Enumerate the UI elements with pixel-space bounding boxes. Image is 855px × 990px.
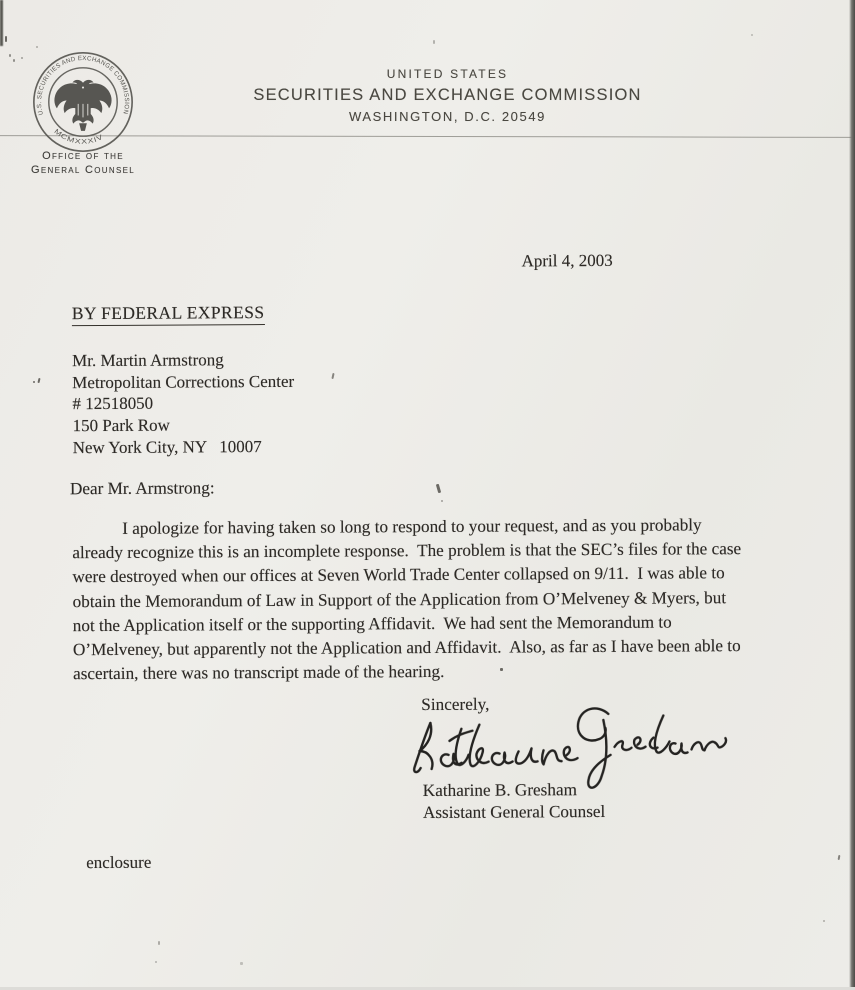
signer-typed-name: Katharine B. Gresham [422, 780, 578, 801]
closing: Sincerely, [421, 694, 490, 715]
recipient-address-block [72, 349, 295, 459]
body-line: ascertain, there was no transcript made of the hearing. [72, 662, 445, 684]
recipient-inmate-number: # 12518050 [72, 394, 154, 414]
office-line-1: Office of the [42, 150, 124, 162]
body-line: already recognize this is an incomplete response. The problem is that the SEC’s files for the case [72, 539, 742, 563]
body-line: O’Melveney, but apparently not the Application and Affidavit. Also, as far as I have been able to [72, 636, 741, 660]
recipient-street: 150 Park Row [72, 415, 170, 436]
body-line: obtain the Memorandum of Law in Support of the Application from O’Melveney & Myers, but [72, 587, 727, 611]
letterhead-address: WASHINGTON, D.C. 20549 [348, 109, 547, 124]
letter-date: April 4, 2003 [521, 250, 613, 271]
body-line: not the Application itself or the supporting Affidavit. We had sent the Memorandum to [72, 612, 672, 635]
scan-edge-right [849, 0, 855, 987]
body-paragraph [72, 513, 742, 687]
scan-edge-top-left [0, 0, 3, 46]
delivery-method: BY FEDERAL EXPRESS [72, 302, 265, 326]
seal-year-text: MCMXXXIV [52, 128, 104, 146]
salutation: Dear Mr. Armstrong: [69, 478, 215, 499]
body-line: were destroyed when our offices at Seven World Trade Center collapsed on 9/11. I was able to [72, 563, 725, 587]
recipient-city-state-zip: New York City, NY 10007 [72, 436, 262, 457]
recipient-name: Mr. Martin Armstrong [72, 350, 224, 371]
enclosure-note: enclosure [86, 852, 152, 873]
letterhead-united-states: UNITED STATES [386, 67, 509, 81]
recipient-institution: Metropolitan Corrections Center [72, 371, 295, 392]
signer-title: Assistant General Counsel [422, 801, 606, 823]
body-line: I apologize for having taken so long to respond to your request, and as you probably [122, 515, 702, 538]
letterhead-agency-name: SECURITIES AND EXCHANGE COMMISSION [253, 86, 642, 104]
office-line-2: General Counsel [31, 163, 135, 176]
seal-ring-text: U.S. SECURITIES AND EXCHANGE COMMISSION [36, 54, 130, 116]
